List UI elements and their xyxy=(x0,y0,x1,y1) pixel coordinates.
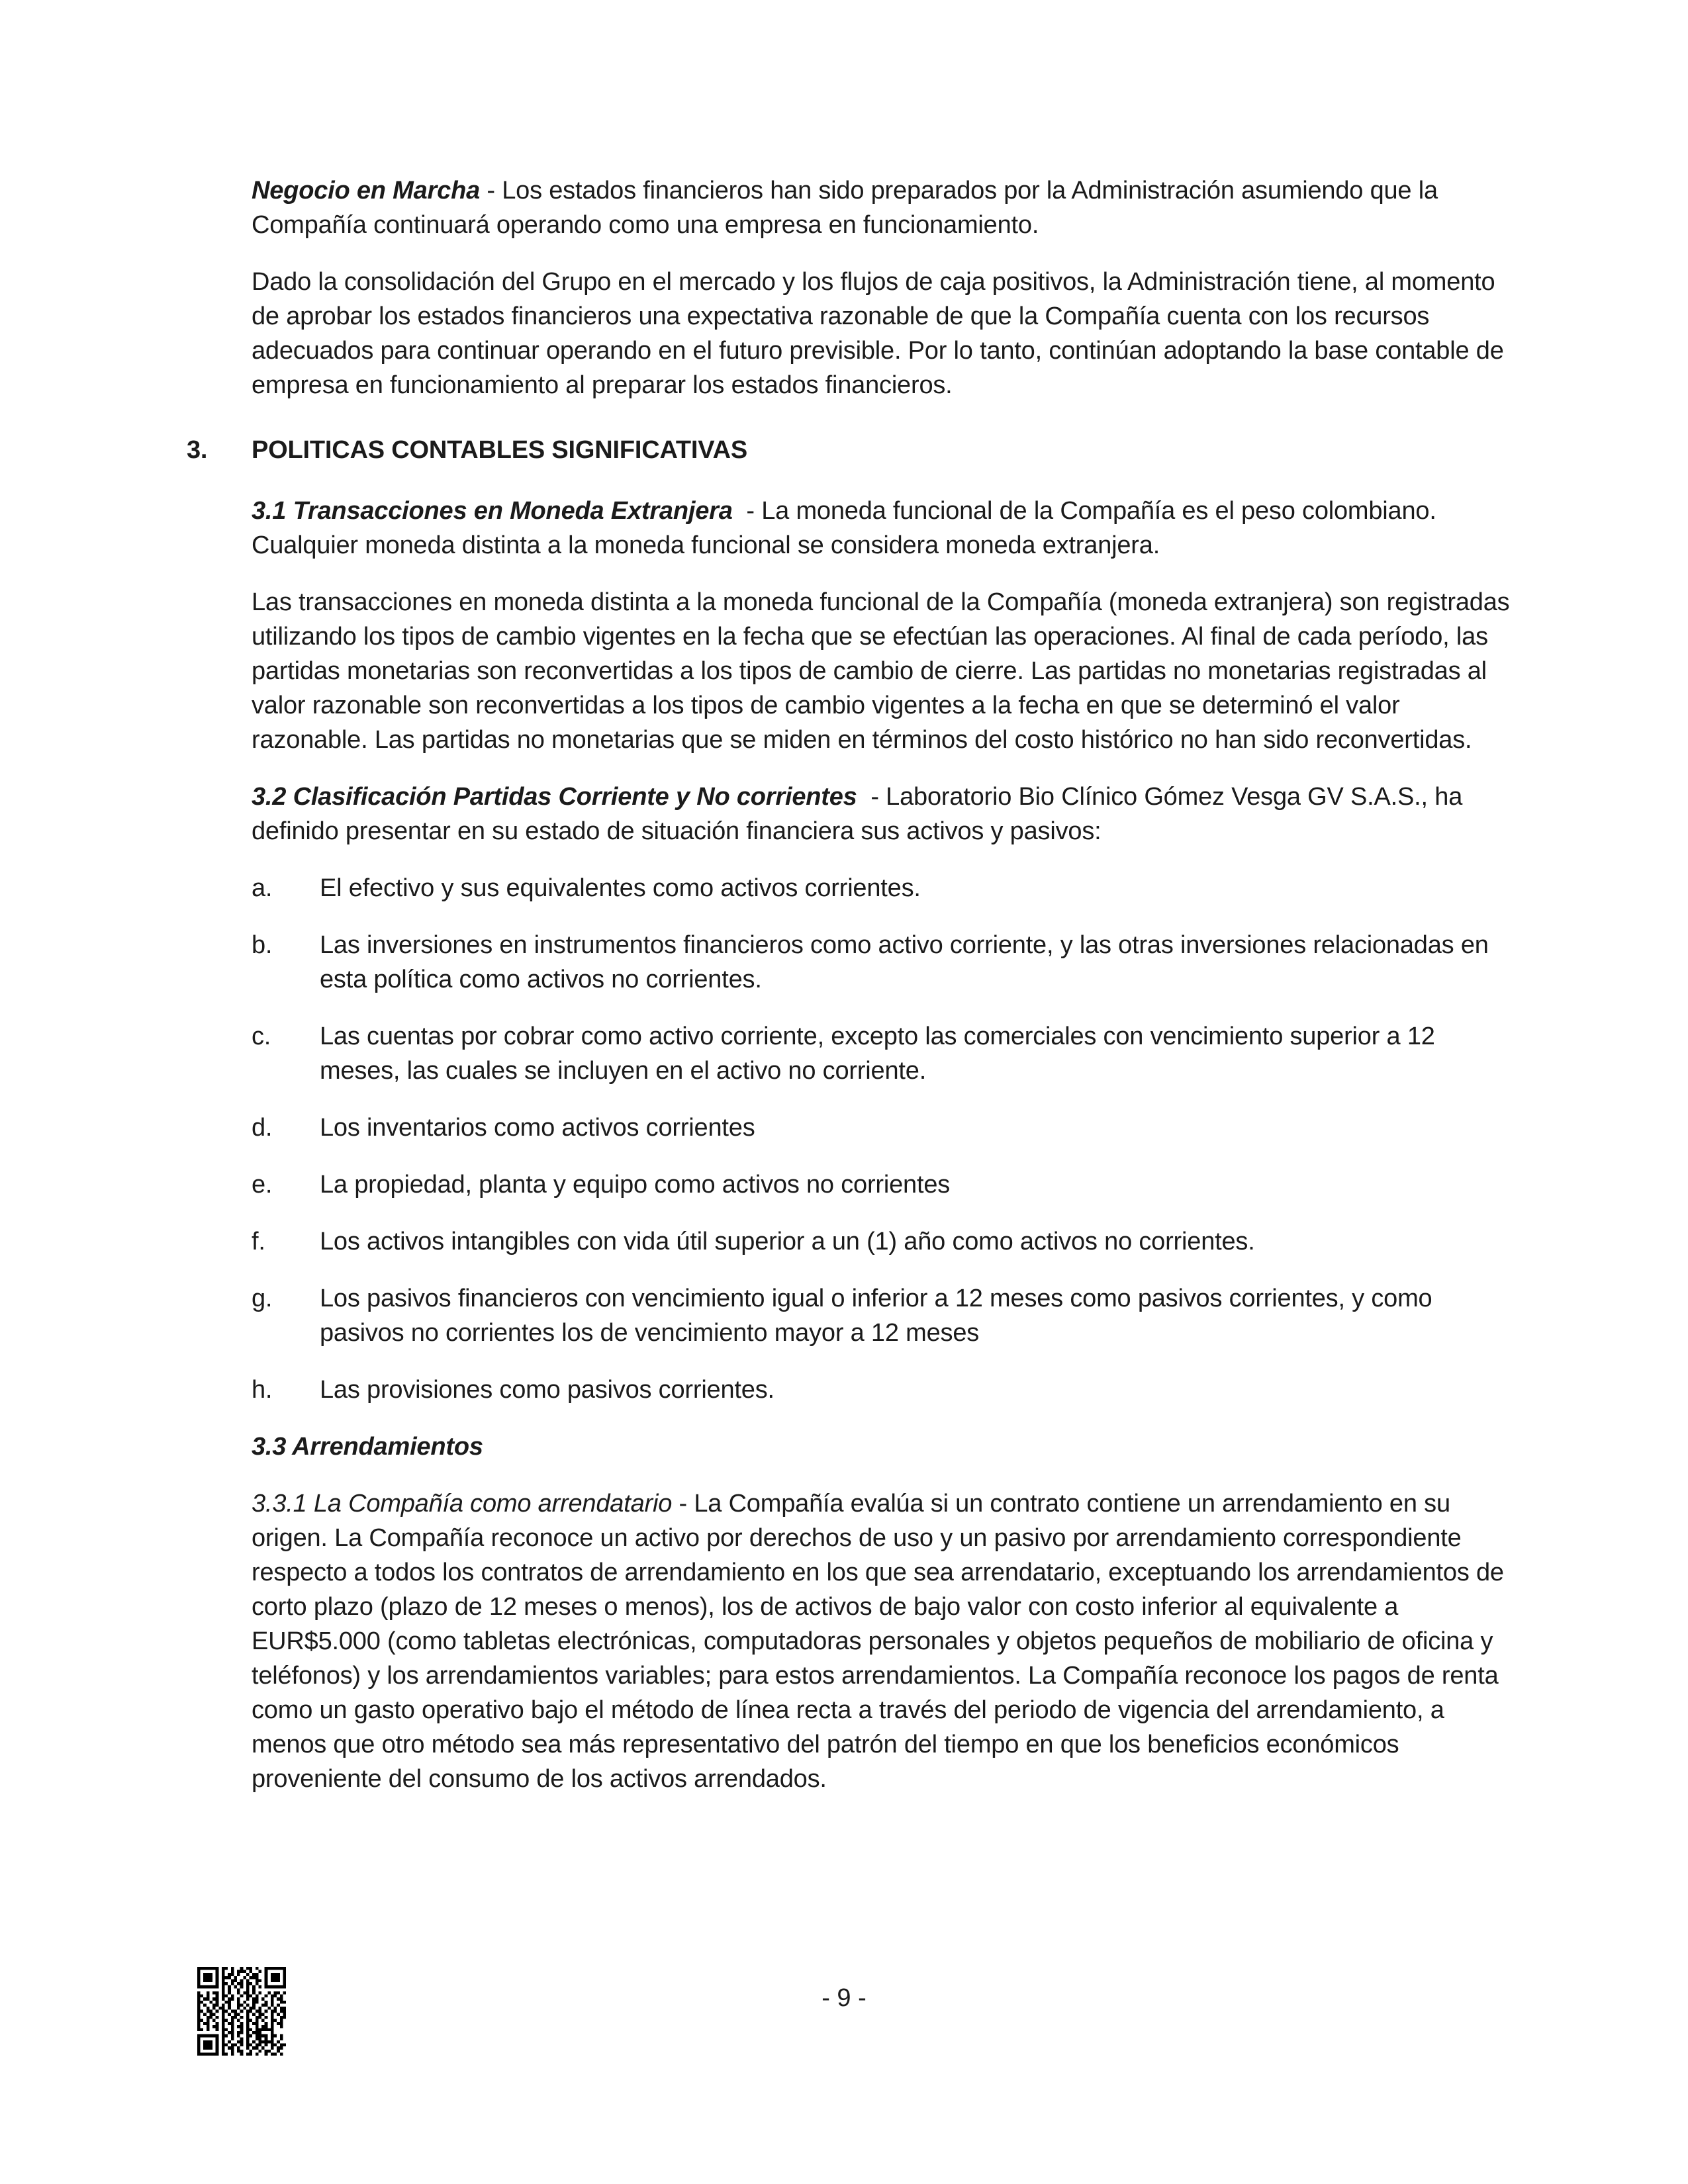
list-letter: c. xyxy=(252,1023,271,1050)
paragraph-going-concern-continued: Dado la consolidación del Grupo en el mercado y los flujos de caja positivos, la Administración tiene, al momento de aprobar los estados financieros una expectativa razonable de que la Compañía cuenta con los recursos adecuados para continuar operando en el futuro previsible. Por lo tanto, continúan adoptando la base contable de empresa en funcionamiento al preparar los estados financieros. xyxy=(252,268,1511,399)
list-item-h xyxy=(252,1373,1512,1407)
run-going-concern-lead: Negocio en Marcha xyxy=(252,177,481,205)
list-item-c xyxy=(252,1019,1512,1088)
list-item-f xyxy=(252,1224,1512,1259)
list-item-g xyxy=(252,1281,1512,1350)
heading-3-3: 3.3 Arrendamientos xyxy=(252,1433,483,1461)
list-text: Los pasivos financieros con vencimiento igual o inferior a 12 meses como pasivos corrientes, y como pasivos no corrientes los de vencimiento mayor a 12 meses xyxy=(320,1285,1432,1347)
section-title: POLITICAS CONTABLES SIGNIFICATIVAS xyxy=(252,436,747,464)
document-body xyxy=(187,173,1517,1819)
run-3-1-lead: 3.1 Transacciones en Moneda Extranjera xyxy=(252,497,733,525)
list-letter: a. xyxy=(252,874,273,902)
run-going-concern-text: - Los estados financieros han sido preparados por la Administración asumiendo que la Compañía continuará operando como una empresa en funcionamiento. xyxy=(252,177,1445,239)
list-letter: g. xyxy=(252,1285,273,1312)
list-text: El efectivo y sus equivalentes como activos corrientes. xyxy=(320,874,921,902)
paragraph-3-1-continued: Las transacciones en moneda distinta a la moneda funcional de la Compañía (moneda extranjera) son registradas utilizando los tipos de cambio vigentes en la fecha que se efectúan las operaciones. Al final de cada período, las partidas monetarias son reconvertidas a los tipos de cambio de cierre. Las partidas no monetarias registradas al valor razonable son reconvertidas a los tipos de cambio vigentes a la fecha en que se determinó el valor razonable. Las partidas no monetarias que se miden en términos del costo histórico no han sido reconvertidas. xyxy=(252,588,1517,754)
list-text: Las inversiones en instrumentos financieros como activo corriente, y las otras inversiones relacionadas en esta política como activos no corrientes. xyxy=(320,931,1489,993)
section-3-heading xyxy=(187,433,1512,467)
run-3-3-1-lead: 3.3.1 La Compañía como arrendatario xyxy=(252,1490,673,1518)
list-letter: d. xyxy=(252,1114,273,1142)
paragraph-going-concern xyxy=(252,173,1512,242)
section-number: 3. xyxy=(187,436,208,464)
run-3-2-text: - Laboratorio Bio Clínico Gómez Vesga GV S.A.S., ha definido presentar en su estado de situación financiera sus activos y pasivos: xyxy=(252,783,1470,845)
page-number: - 9 - xyxy=(821,1984,867,2012)
list-letter: h. xyxy=(252,1376,273,1404)
run-3-2-lead: 3.2 Clasificación Partidas Corriente y No corrientes xyxy=(252,783,857,811)
list-text: Los inventarios como activos corrientes xyxy=(320,1114,755,1142)
list-item-d xyxy=(252,1111,1512,1145)
run-3-3-1-text: - La Compañía evalúa si un contrato contiene un arrendamiento en su origen. La Compañía reconoce un activo por derechos de uso y un pasivo por arrendamiento correspondiente respecto a todos los contratos de arrendamiento en los que sea arrendatario, exceptuando los arrendamientos de corto plazo (plazo de 12 meses o menos), los de activos de bajo valor con costo inferior al equivalente a EUR$5.000 (como tabletas electrónicas, computadoras personales y objetos pequeños de mobiliario de oficina y teléfonos) y los arrendamientos variables; para estos arrendamientos. La Compañía reconoce los pagos de renta como un gasto operativo bajo el método de línea recta a través del periodo de vigencia del arrendamiento, a menos que otro método sea más representativo del patrón del tiempo en que los beneficios económicos proveniente del consumo de los activos arrendados. xyxy=(252,1490,1511,1793)
paragraph-3-2 xyxy=(252,780,1512,848)
list-text: La propiedad, planta y equipo como activos no corrientes xyxy=(320,1171,951,1199)
list-text: Las provisiones como pasivos corrientes. xyxy=(320,1376,774,1404)
list-text: Las cuentas por cobrar como activo corriente, excepto las comerciales con vencimiento superior a 12 meses, las cuales se incluyen en el activo no corriente. xyxy=(320,1023,1435,1085)
run-3-1-text: - La moneda funcional de la Compañía es el peso colombiano. Cualquier moneda distinta a la moneda funcional se considera moneda extranjera. xyxy=(252,497,1444,559)
list-item-a xyxy=(252,871,1512,905)
paragraph-3-3-1 xyxy=(252,1486,1512,1796)
list-letter: e. xyxy=(252,1171,273,1199)
list-item-e xyxy=(252,1167,1512,1202)
list-text: Los activos intangibles con vida útil superior a un (1) año como activos no corrientes. xyxy=(320,1228,1255,1255)
list-letter: f. xyxy=(252,1228,265,1255)
list-letter: b. xyxy=(252,931,273,959)
list-item-b xyxy=(252,928,1512,997)
paragraph-3-1 xyxy=(252,494,1512,563)
